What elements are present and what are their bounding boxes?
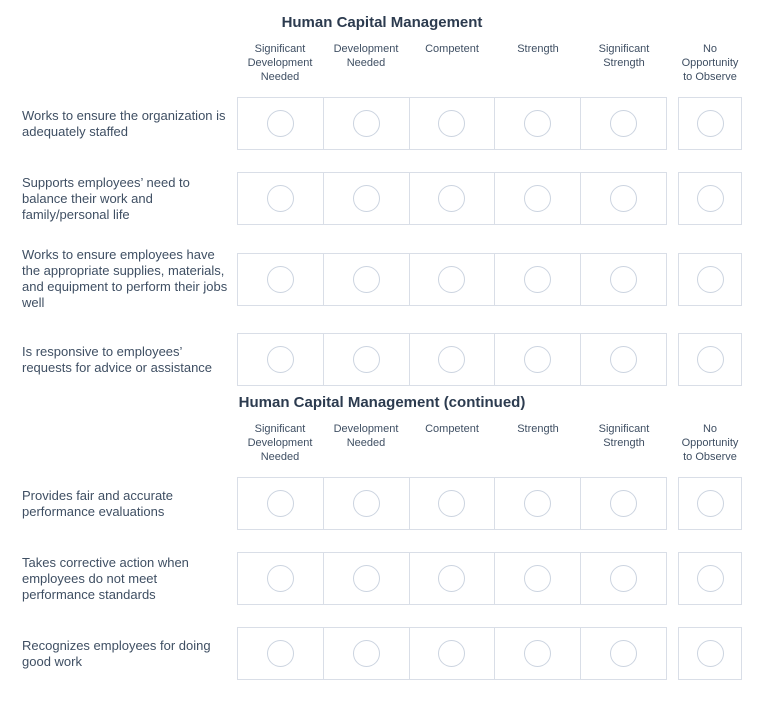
rating-cell-development-needed[interactable]: [323, 334, 409, 385]
radio-button[interactable]: [697, 110, 724, 137]
section-title: Human Capital Management (continued): [238, 394, 526, 411]
rating-cell-significant-strength[interactable]: [580, 478, 666, 529]
radio-button[interactable]: [267, 565, 294, 592]
section-rows: [22, 477, 773, 680]
question-text: Takes corrective action when employees do not meet performance standards: [22, 554, 189, 602]
rating-cell-strength[interactable]: [494, 173, 580, 224]
radio-button[interactable]: [610, 346, 637, 373]
radio-button[interactable]: [267, 346, 294, 373]
question-row: [22, 172, 773, 225]
radio-button[interactable]: [438, 110, 465, 137]
question-row: [22, 333, 773, 386]
radio-button[interactable]: [610, 110, 637, 137]
question-text: Works to ensure the organization is adequately staffed: [22, 107, 226, 139]
rating-cell-significant-strength[interactable]: [580, 334, 666, 385]
radio-button[interactable]: [697, 565, 724, 592]
radio-button[interactable]: [353, 266, 380, 293]
radio-button[interactable]: [610, 490, 637, 517]
rating-cell-significant-strength[interactable]: [580, 553, 666, 604]
radio-button[interactable]: [524, 185, 551, 212]
radio-button[interactable]: [267, 185, 294, 212]
section-title: Human Capital Management: [281, 14, 483, 31]
column-header-significant-development-needed: Significant Development Needed: [247, 43, 313, 83]
radio-button[interactable]: [267, 640, 294, 667]
rating-cell-significant-strength[interactable]: [580, 98, 666, 149]
question-row: [22, 552, 773, 605]
column-header-development-needed: Development Needed: [333, 43, 399, 69]
radio-button[interactable]: [438, 640, 465, 667]
rating-header-row: [22, 42, 773, 84]
radio-button[interactable]: [610, 565, 637, 592]
rating-header-main: [237, 422, 667, 464]
question-row: [22, 247, 773, 311]
column-header-significant-development-needed: Significant Development Needed: [247, 423, 313, 463]
column-header-strength: Strength: [517, 423, 559, 435]
radio-button[interactable]: [353, 185, 380, 212]
section-rows: [22, 97, 773, 386]
rating-cell-significant-development-needed[interactable]: [238, 173, 323, 224]
rating-cell-significant-strength[interactable]: [580, 173, 666, 224]
rating-cell-development-needed[interactable]: [323, 553, 409, 604]
survey-section: [22, 394, 773, 680]
rating-cell-no-opportunity[interactable]: [678, 253, 742, 306]
rating-header-main: [237, 42, 667, 84]
rating-scale: [237, 627, 667, 680]
rating-cell-significant-development-needed[interactable]: [238, 254, 323, 305]
radio-button[interactable]: [438, 266, 465, 293]
question-text: Is responsive to employees’ requests for advice or assistance: [22, 343, 213, 375]
radio-button[interactable]: [353, 346, 380, 373]
rating-cell-development-needed[interactable]: [323, 98, 409, 149]
radio-button[interactable]: [438, 490, 465, 517]
question-text: Provides fair and accurate performance evaluations: [22, 487, 174, 519]
radio-button[interactable]: [697, 490, 724, 517]
question-row: [22, 627, 773, 680]
rating-scale: [237, 253, 667, 306]
radio-button[interactable]: [524, 266, 551, 293]
rating-cell-significant-strength[interactable]: [580, 628, 666, 679]
column-header-significant-strength: Significant Strength: [598, 423, 650, 449]
rating-cell-strength[interactable]: [494, 98, 580, 149]
rating-cell-competent[interactable]: [409, 553, 495, 604]
radio-button[interactable]: [267, 266, 294, 293]
rating-cell-development-needed[interactable]: [323, 478, 409, 529]
radio-button[interactable]: [524, 346, 551, 373]
radio-button[interactable]: [610, 640, 637, 667]
radio-button[interactable]: [697, 266, 724, 293]
column-header-competent: Competent: [425, 423, 479, 435]
rating-scale: [237, 552, 667, 605]
rating-cell-competent[interactable]: [409, 98, 495, 149]
survey-section: [22, 14, 773, 386]
radio-button[interactable]: [697, 640, 724, 667]
rating-scale: [237, 97, 667, 150]
question-text: Supports employees’ need to balance their work and family/personal life: [22, 174, 190, 222]
radio-button[interactable]: [524, 110, 551, 137]
radio-button[interactable]: [353, 640, 380, 667]
radio-button[interactable]: [524, 565, 551, 592]
rating-scale: [237, 333, 667, 386]
radio-button[interactable]: [353, 565, 380, 592]
radio-button[interactable]: [438, 185, 465, 212]
column-header-strength: Strength: [517, 43, 559, 55]
rating-cell-development-needed[interactable]: [323, 628, 409, 679]
radio-button[interactable]: [438, 565, 465, 592]
radio-button[interactable]: [610, 185, 637, 212]
radio-button[interactable]: [267, 110, 294, 137]
question-text: Works to ensure employees have the appropriate supplies, materials, and equipment to perform their jobs well: [22, 247, 228, 310]
radio-button[interactable]: [353, 490, 380, 517]
rating-cell-significant-development-needed[interactable]: [238, 628, 323, 679]
column-header-development-needed: Development Needed: [333, 423, 399, 449]
question-row: [22, 97, 773, 150]
rating-cell-significant-development-needed[interactable]: [238, 553, 323, 604]
question-row: [22, 477, 773, 530]
rating-scale: [237, 477, 667, 530]
column-header-competent: Competent: [425, 43, 479, 55]
rating-cell-no-opportunity[interactable]: [678, 477, 742, 530]
rating-cell-no-opportunity[interactable]: [678, 97, 742, 150]
rating-cell-no-opportunity[interactable]: [678, 172, 742, 225]
rating-cell-competent[interactable]: [409, 478, 495, 529]
rating-cell-competent[interactable]: [409, 254, 495, 305]
rating-cell-competent[interactable]: [409, 628, 495, 679]
rating-cell-no-opportunity[interactable]: [678, 552, 742, 605]
rating-cell-strength[interactable]: [494, 628, 580, 679]
radio-button[interactable]: [697, 185, 724, 212]
rating-cell-strength[interactable]: [494, 553, 580, 604]
rating-scale: [237, 172, 667, 225]
rating-cell-no-opportunity[interactable]: [678, 627, 742, 680]
rating-cell-significant-development-needed[interactable]: [238, 334, 323, 385]
rating-header-row: [22, 422, 773, 464]
rating-cell-competent[interactable]: [409, 173, 495, 224]
rating-cell-strength[interactable]: [494, 334, 580, 385]
radio-button[interactable]: [524, 640, 551, 667]
radio-button[interactable]: [697, 346, 724, 373]
rating-cell-strength[interactable]: [494, 254, 580, 305]
radio-button[interactable]: [353, 110, 380, 137]
rating-cell-significant-strength[interactable]: [580, 254, 666, 305]
column-header-no-opportunity: No Opportunity to Observe: [681, 43, 739, 83]
rating-cell-development-needed[interactable]: [323, 173, 409, 224]
radio-button[interactable]: [438, 346, 465, 373]
rating-cell-no-opportunity[interactable]: [678, 333, 742, 386]
radio-button[interactable]: [610, 266, 637, 293]
rating-cell-development-needed[interactable]: [323, 254, 409, 305]
question-text: Recognizes employees for doing good work: [22, 637, 211, 669]
column-header-significant-strength: Significant Strength: [598, 43, 650, 69]
rating-cell-significant-development-needed[interactable]: [238, 98, 323, 149]
rating-cell-competent[interactable]: [409, 334, 495, 385]
radio-button[interactable]: [267, 490, 294, 517]
radio-button[interactable]: [524, 490, 551, 517]
rating-cell-strength[interactable]: [494, 478, 580, 529]
rating-cell-significant-development-needed[interactable]: [238, 478, 323, 529]
column-header-no-opportunity: No Opportunity to Observe: [681, 423, 739, 463]
